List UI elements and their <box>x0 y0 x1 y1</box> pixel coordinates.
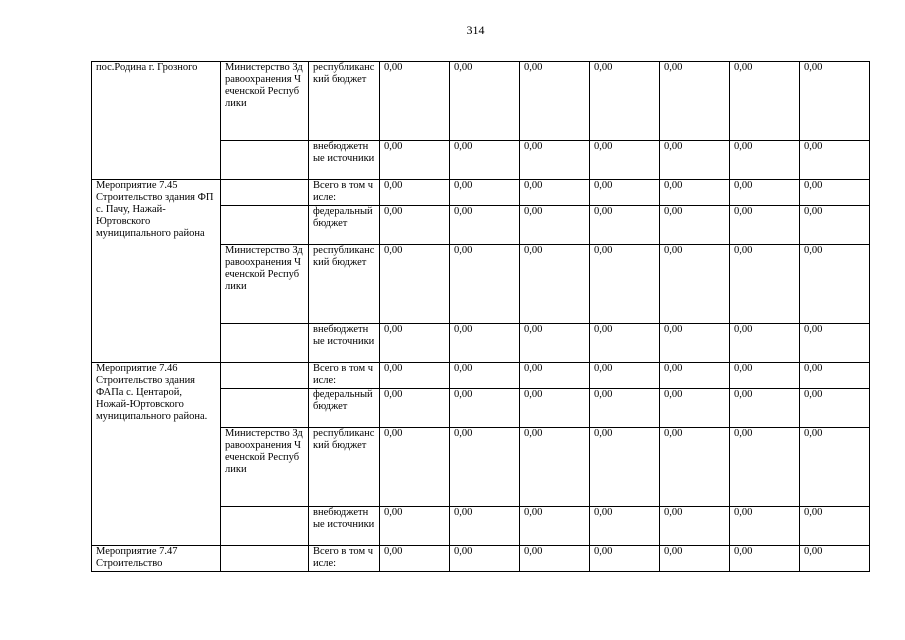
table-row <box>92 62 870 141</box>
value-cell: 0,00 <box>660 245 730 324</box>
executor-cell <box>221 363 309 389</box>
funding-source: федеральный бюджет <box>309 389 380 428</box>
value-cell: 0,00 <box>730 546 800 572</box>
value-cell: 0,00 <box>450 206 520 245</box>
value-cell: 0,00 <box>590 507 660 546</box>
value-cell: 0,00 <box>450 180 520 206</box>
executor-cell: Министерство Здравоохранения Чеченской Республики <box>221 245 309 324</box>
value-cell: 0,00 <box>660 180 730 206</box>
table-row <box>92 363 870 389</box>
value-cell: 0,00 <box>450 141 520 180</box>
executor-cell: Министерство Здравоохранения Чеченской Республики <box>221 62 309 141</box>
value-cell: 0,00 <box>660 507 730 546</box>
funding-source: внебюджетные источники <box>309 324 380 363</box>
budget-table <box>91 61 870 572</box>
value-cell: 0,00 <box>660 546 730 572</box>
value-cell: 0,00 <box>730 141 800 180</box>
value-cell: 0,00 <box>800 389 870 428</box>
funding-source: внебюджетные источники <box>309 507 380 546</box>
value-cell: 0,00 <box>520 180 590 206</box>
value-cell: 0,00 <box>800 62 870 141</box>
executor-cell <box>221 180 309 206</box>
value-cell: 0,00 <box>800 245 870 324</box>
value-cell: 0,00 <box>660 389 730 428</box>
value-cell: 0,00 <box>590 546 660 572</box>
value-cell: 0,00 <box>450 507 520 546</box>
value-cell: 0,00 <box>590 363 660 389</box>
value-cell: 0,00 <box>520 507 590 546</box>
value-cell: 0,00 <box>380 389 450 428</box>
table-row <box>92 180 870 206</box>
value-cell: 0,00 <box>800 324 870 363</box>
value-cell: 0,00 <box>520 363 590 389</box>
value-cell: 0,00 <box>450 428 520 507</box>
value-cell: 0,00 <box>660 428 730 507</box>
value-cell: 0,00 <box>520 389 590 428</box>
value-cell: 0,00 <box>730 363 800 389</box>
executor-cell <box>221 324 309 363</box>
funding-source: Всего в том числе: <box>309 180 380 206</box>
value-cell: 0,00 <box>380 363 450 389</box>
value-cell: 0,00 <box>590 324 660 363</box>
value-cell: 0,00 <box>730 62 800 141</box>
value-cell: 0,00 <box>800 206 870 245</box>
value-cell: 0,00 <box>450 62 520 141</box>
value-cell: 0,00 <box>520 141 590 180</box>
funding-source: республиканский бюджет <box>309 245 380 324</box>
executor-cell <box>221 507 309 546</box>
value-cell: 0,00 <box>800 180 870 206</box>
value-cell: 0,00 <box>660 324 730 363</box>
value-cell: 0,00 <box>520 62 590 141</box>
value-cell: 0,00 <box>730 389 800 428</box>
value-cell: 0,00 <box>590 180 660 206</box>
value-cell: 0,00 <box>380 62 450 141</box>
value-cell: 0,00 <box>800 428 870 507</box>
value-cell: 0,00 <box>450 245 520 324</box>
funding-source: внебюджетные источники <box>309 141 380 180</box>
measure-name: пос.Родина г. Грозного <box>92 62 221 180</box>
page-number: 314 <box>466 23 485 37</box>
table-row <box>92 546 870 572</box>
value-cell: 0,00 <box>590 428 660 507</box>
value-cell: 0,00 <box>520 245 590 324</box>
value-cell: 0,00 <box>730 180 800 206</box>
executor-cell <box>221 389 309 428</box>
measure-name: Мероприятие 7.47 Строительство <box>92 546 221 572</box>
funding-source: Всего в том числе: <box>309 546 380 572</box>
value-cell: 0,00 <box>800 546 870 572</box>
value-cell: 0,00 <box>660 206 730 245</box>
value-cell: 0,00 <box>660 363 730 389</box>
value-cell: 0,00 <box>590 206 660 245</box>
value-cell: 0,00 <box>450 363 520 389</box>
funding-source: республиканский бюджет <box>309 62 380 141</box>
executor-cell <box>221 141 309 180</box>
value-cell: 0,00 <box>730 206 800 245</box>
funding-source: республиканский бюджет <box>309 428 380 507</box>
measure-name: Мероприятие 7.45 Строительство здания ФП с. Пачу, Нажай-Юртовского муниципального района <box>92 180 221 363</box>
funding-source: федеральный бюджет <box>309 206 380 245</box>
value-cell: 0,00 <box>660 141 730 180</box>
value-cell: 0,00 <box>520 428 590 507</box>
value-cell: 0,00 <box>730 245 800 324</box>
value-cell: 0,00 <box>450 324 520 363</box>
value-cell: 0,00 <box>450 546 520 572</box>
value-cell: 0,00 <box>520 546 590 572</box>
measure-name: Мероприятие 7.46 Строительство здания ФАПа с. Центарой, Ножай-Юртовского муниципального района. <box>92 363 221 546</box>
executor-cell <box>221 206 309 245</box>
executor-cell: Министерство Здравоохранения Чеченской Республики <box>221 428 309 507</box>
value-cell: 0,00 <box>660 62 730 141</box>
executor-cell <box>221 546 309 572</box>
value-cell: 0,00 <box>590 141 660 180</box>
value-cell: 0,00 <box>380 324 450 363</box>
value-cell: 0,00 <box>730 507 800 546</box>
value-cell: 0,00 <box>520 206 590 245</box>
value-cell: 0,00 <box>800 141 870 180</box>
funding-source: Всего в том числе: <box>309 363 380 389</box>
value-cell: 0,00 <box>590 245 660 324</box>
value-cell: 0,00 <box>380 141 450 180</box>
value-cell: 0,00 <box>800 507 870 546</box>
value-cell: 0,00 <box>380 428 450 507</box>
value-cell: 0,00 <box>730 428 800 507</box>
value-cell: 0,00 <box>380 180 450 206</box>
value-cell: 0,00 <box>380 245 450 324</box>
value-cell: 0,00 <box>730 324 800 363</box>
value-cell: 0,00 <box>380 507 450 546</box>
value-cell: 0,00 <box>450 389 520 428</box>
value-cell: 0,00 <box>520 324 590 363</box>
value-cell: 0,00 <box>380 546 450 572</box>
value-cell: 0,00 <box>800 363 870 389</box>
value-cell: 0,00 <box>590 62 660 141</box>
value-cell: 0,00 <box>380 206 450 245</box>
value-cell: 0,00 <box>590 389 660 428</box>
